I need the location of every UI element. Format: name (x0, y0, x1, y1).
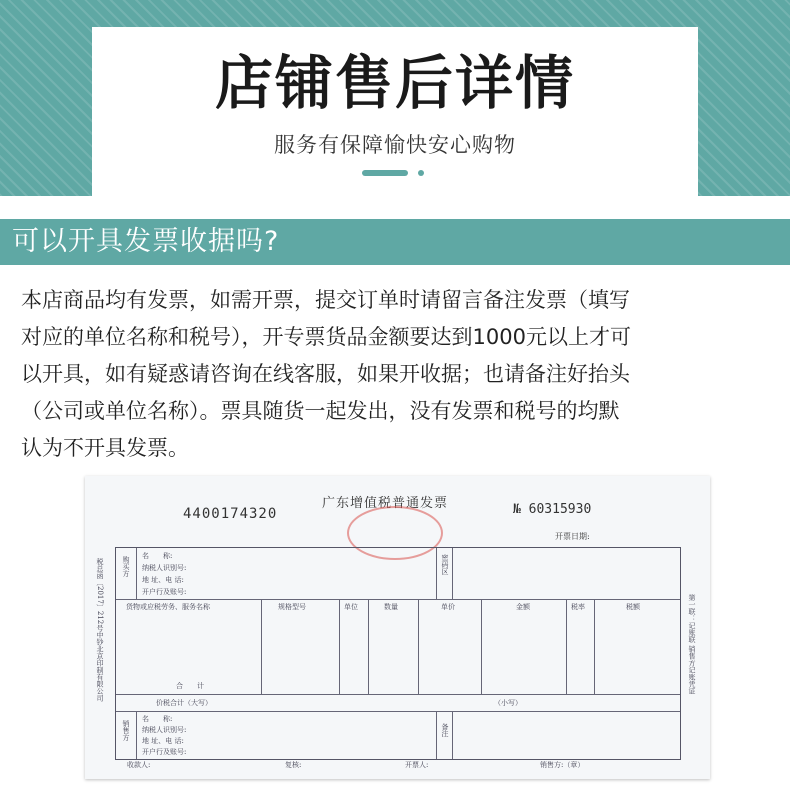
seller-sign-label: 销售方:（章） (540, 761, 585, 769)
checker-label: 复核: (285, 761, 302, 769)
grid-line (452, 711, 453, 759)
buyer-field: 名 称: (142, 552, 173, 560)
seller-field: 开户行及账号: (142, 748, 187, 756)
buyer-field: 纳税人识别号: (142, 564, 187, 572)
password-label: 密码区 (441, 554, 449, 575)
seller-field: 名 称: (142, 715, 173, 723)
seller-field: 地 址、电 话: (142, 737, 184, 745)
buyer-label: 购买方 (122, 556, 130, 577)
drawer-label: 开票人: (405, 761, 429, 769)
column-header: 规格型号 (278, 603, 306, 611)
answer-paragraph (21, 282, 773, 467)
column-header: 税额 (626, 603, 640, 611)
total-label: 价税合计（大写） (156, 699, 212, 707)
invoice-date-label: 开票日期: (555, 532, 590, 541)
grid-line (136, 548, 137, 599)
grid-line (418, 599, 419, 694)
column-header: 单位 (344, 603, 358, 611)
invoice-code: 4400174320 (183, 506, 278, 522)
column-header: 数量 (384, 603, 398, 611)
answer-line: 本店商品均有发票，如需开票，提交订单时请留言备注发票（填写 (21, 288, 630, 312)
invoice-sample (85, 476, 710, 779)
decor-bar (362, 170, 408, 176)
grid-line (436, 711, 437, 759)
subtotal-label: 合 计 (176, 682, 204, 690)
payee-label: 收款人: (127, 761, 151, 769)
total-small-label: （小写） (494, 699, 522, 707)
decor-dot (418, 170, 424, 176)
grid-line (339, 599, 340, 694)
column-header: 税率 (571, 603, 585, 611)
page-subtitle: 服务有保障愉快安心购物 (274, 133, 516, 157)
grid-line (116, 694, 680, 695)
grid-line (594, 599, 595, 694)
grid-line (452, 548, 453, 599)
answer-line: 认为不开具发票。 (21, 436, 189, 460)
column-header: 金额 (516, 603, 530, 611)
page-title: 店铺售后详情 (214, 49, 575, 117)
answer-line: （公司或单位名称）。票具随货一起发出，没有发票和税号的均默 (21, 399, 620, 423)
invoice-grid (115, 547, 681, 760)
column-header: 单价 (441, 603, 455, 611)
buyer-field: 开户行及账号: (142, 588, 187, 596)
grid-line (116, 711, 680, 712)
invoice-title: 广东增值税普通发票 (322, 496, 449, 511)
question-bar (0, 219, 790, 265)
column-header: 货物或应税劳务、服务名称 (126, 603, 210, 611)
answer-line: 以开具，如有疑惑请咨询在线客服，如果开收据；也请备注好抬头 (21, 362, 630, 386)
question-heading: 可以开具发票收据吗? (12, 226, 280, 257)
seller-field: 纳税人识别号: (142, 726, 187, 734)
grid-line (368, 599, 369, 694)
seller-label: 销售方 (122, 720, 130, 741)
invoice-side-right: 第一联：记账联 销售方记账凭证 (688, 594, 696, 695)
buyer-field: 地 址、电 话: (142, 576, 184, 584)
answer-line: 对应的单位名称和税号），开专票货品金额要达到1000元以上才可 (21, 325, 631, 349)
grid-line (261, 599, 262, 694)
remark-label: 备注 (441, 723, 449, 737)
grid-line (136, 711, 137, 759)
banner-card (92, 27, 698, 199)
invoice-number: № 60315930 (513, 502, 592, 517)
invoice-side-left: 税总函〔2017〕212号中钞北京印制有限公司 (96, 558, 104, 702)
grid-line (566, 599, 567, 694)
grid-line (481, 599, 482, 694)
grid-line (436, 548, 437, 599)
grid-line (116, 599, 680, 600)
